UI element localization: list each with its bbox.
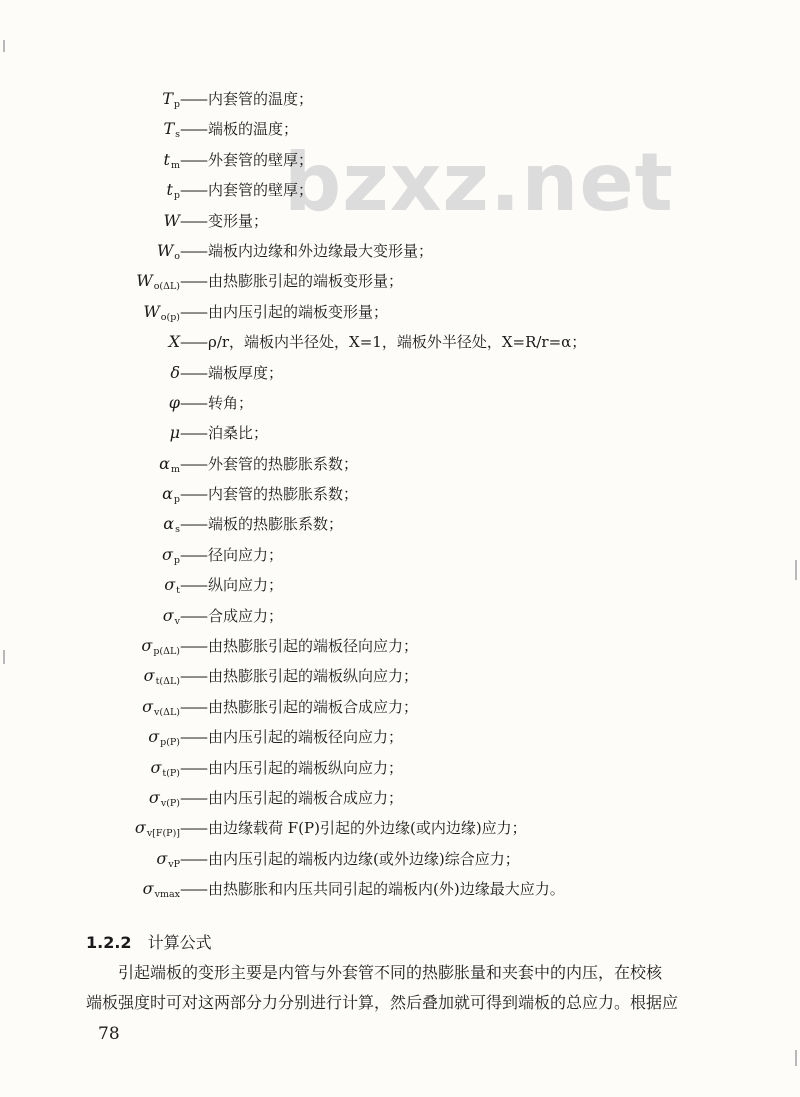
symbol-base: σ: [148, 727, 160, 747]
symbol-base: t: [163, 149, 170, 169]
definition-row: [0, 844, 800, 874]
definition-row: [0, 753, 800, 783]
definition-text: —— 由热膨胀和内压共同引起的端板内(外)边缘最大应力。: [180, 874, 565, 904]
definition-row: [0, 783, 800, 813]
definition-row: [0, 84, 800, 114]
symbol-base: T: [163, 119, 175, 139]
section-heading: [86, 930, 212, 953]
definition-row: [0, 358, 800, 388]
symbol-base: σ: [142, 879, 154, 899]
definition-row: [0, 418, 800, 448]
definition-text: —— 由内压引起的端板合成应力；: [180, 783, 403, 813]
symbol: [170, 358, 180, 388]
definition-row: [0, 631, 800, 661]
definition-row: [0, 175, 800, 205]
symbol-subscript: o(p): [160, 311, 180, 323]
symbol-base: α: [159, 453, 170, 473]
definition-text: —— 纵向应力；: [180, 570, 283, 600]
symbol-subscript: v(P): [160, 797, 180, 809]
definition-row: [0, 874, 800, 904]
definition-row: [0, 206, 800, 236]
paragraph-line: 引起端板的变形主要是内管与外套管不同的热膨胀量和夹套中的内压，在校核: [118, 963, 663, 982]
symbol-subscript: p: [173, 190, 180, 202]
symbol-subscript: p(P): [160, 737, 180, 749]
symbol-subscript: v: [174, 615, 180, 627]
definition-row: [0, 327, 800, 357]
symbol: [169, 388, 180, 418]
symbol-base: W: [143, 301, 160, 321]
definition-text: —— 由内压引起的端板变形量；: [180, 297, 388, 327]
paragraph-line: 端板强度时可对这两部分力分别进行计算，然后叠加就可得到端板的总应力。根据应: [86, 993, 679, 1012]
symbol-base: φ: [168, 392, 180, 412]
page-number: 78: [98, 1024, 120, 1044]
definition-text: —— 由热膨胀引起的端板合成应力；: [180, 692, 418, 722]
symbol-subscript: m: [170, 159, 180, 171]
definition-text: —— 端板的温度；: [180, 114, 298, 144]
symbol-base: σ: [162, 605, 174, 625]
definition-text: —— 由边缘载荷 F(P)引起的外边缘(或内边缘)应力；: [180, 813, 527, 843]
definition-row: [0, 479, 800, 509]
symbol-subscript: o(ΔL): [153, 281, 180, 293]
symbol-base: σ: [161, 544, 173, 564]
definition-text: —— 端板厚度；: [180, 358, 283, 388]
symbol-base: W: [136, 271, 153, 291]
symbol: [169, 327, 180, 357]
definition-text: —— 变形量；: [180, 206, 268, 236]
definition-text: —— 端板内边缘和外边缘最大变形量；: [180, 236, 433, 266]
symbol-base: α: [163, 514, 175, 534]
symbol: [164, 206, 180, 236]
definition-text: —— 由热膨胀引起的端板径向应力；: [180, 631, 418, 661]
symbol-subscript: s: [175, 524, 180, 536]
definition-row: [0, 692, 800, 722]
definition-text: —— 外套管的热膨胀系数；: [180, 449, 358, 479]
definition-row: [0, 722, 800, 752]
definition-text: —— 端板的热膨胀系数；: [180, 509, 343, 539]
definition-text: —— 由热膨胀引起的端板变形量；: [180, 266, 403, 296]
symbol-base: σ: [156, 848, 168, 868]
definition-row: [0, 449, 800, 479]
symbol-subscript: p(ΔL): [153, 646, 180, 658]
symbol-base: α: [162, 484, 173, 504]
definition-text: —— 内套管的温度；: [180, 84, 313, 114]
scan-edge-mark: [795, 560, 797, 580]
symbol-base: σ: [164, 575, 176, 595]
symbol-base: σ: [134, 818, 146, 838]
definition-row: [0, 601, 800, 631]
watermark: bzxz.net: [284, 136, 674, 229]
definition-row: [0, 540, 800, 570]
definition-text: —— 泊桑比；: [180, 418, 268, 448]
definition-row: [0, 388, 800, 418]
symbol-base: σ: [142, 696, 154, 716]
definition-row: [0, 297, 800, 327]
symbol-base: T: [162, 89, 173, 108]
symbol-subscript: v(ΔL): [154, 706, 180, 718]
symbol-subscript: v[F(P)]: [146, 828, 180, 840]
definition-text: —— 由内压引起的端板内边缘(或外边缘)综合应力；: [180, 844, 520, 874]
definition-row: [0, 266, 800, 296]
symbol-subscript: t(P): [162, 767, 180, 779]
symbol-subscript: p: [173, 494, 180, 506]
symbol-subscript: t: [176, 585, 180, 597]
section-number: 1.2.2: [86, 933, 132, 952]
symbol-base: σ: [143, 666, 155, 686]
symbol-base: σ: [141, 636, 153, 656]
symbol: [143, 874, 180, 910]
definition-row: [0, 813, 800, 843]
symbol: [170, 418, 180, 448]
symbol-subscript: o: [174, 250, 180, 262]
definition-row: [0, 509, 800, 539]
symbol-base: t: [166, 180, 173, 200]
scan-edge-mark: [3, 650, 5, 664]
definition-text: —— 由热膨胀引起的端板纵向应力；: [180, 661, 418, 691]
symbol-subscript: s: [175, 129, 180, 141]
definition-text: —— 转角；: [180, 388, 253, 418]
symbol-subscript: m: [170, 463, 180, 475]
symbol-base: W: [156, 240, 174, 260]
symbol-base: σ: [150, 757, 162, 777]
definition-text: —— 由内压引起的端板纵向应力；: [180, 753, 403, 783]
symbol-definition-list: [0, 84, 800, 905]
symbol-subscript: p: [173, 554, 180, 566]
definition-text: —— 径向应力；: [180, 540, 283, 570]
scan-edge-mark: [795, 1050, 797, 1066]
section-title: 计算公式: [147, 933, 212, 952]
definition-row: [0, 145, 800, 175]
definition-text: —— 合成应力；: [180, 601, 283, 631]
symbol-base: σ: [148, 787, 160, 807]
definition-row: [0, 114, 800, 144]
definition-text: —— ρ/r，端板内半径处，X=1，端板外半径处，X=R/r=α；: [180, 327, 586, 357]
symbol-base: X: [168, 332, 180, 352]
symbol-subscript: vmax: [154, 889, 180, 901]
symbol-subscript: p: [173, 99, 180, 110]
definition-text: —— 内套管的壁厚；: [180, 175, 313, 205]
definition-text: —— 内套管的热膨胀系数；: [180, 479, 358, 509]
definition-text: —— 外套管的壁厚；: [180, 145, 313, 175]
symbol-subscript: vP: [168, 858, 180, 870]
scan-edge-mark: [3, 40, 5, 52]
symbol-base: δ: [170, 362, 180, 382]
symbol-subscript: t(ΔL): [155, 676, 180, 688]
body-paragraph: [86, 958, 718, 1018]
definition-row: [0, 661, 800, 691]
symbol-base: W: [163, 210, 180, 230]
definition-row: [0, 236, 800, 266]
definition-text: —— 由内压引起的端板径向应力；: [180, 722, 403, 752]
definition-row: [0, 570, 800, 600]
symbol-base: μ: [169, 423, 180, 443]
